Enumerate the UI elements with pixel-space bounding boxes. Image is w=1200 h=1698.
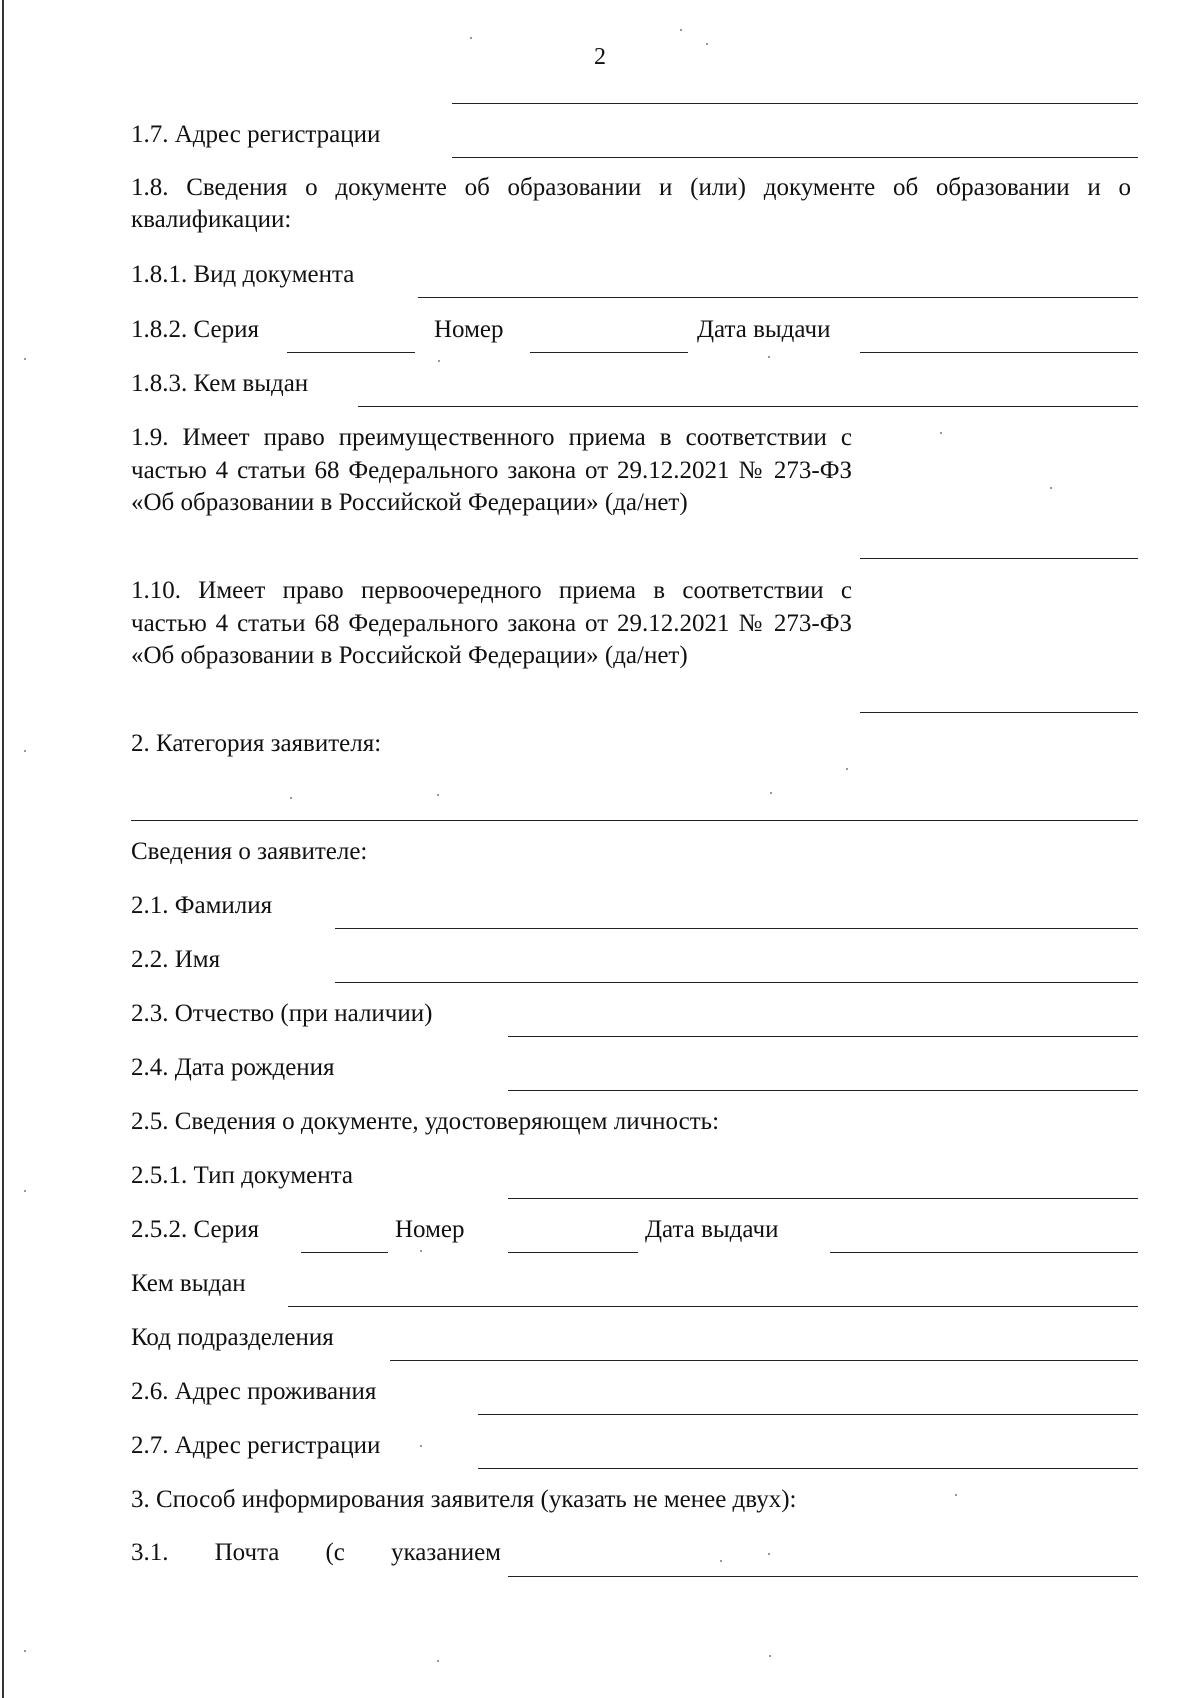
registration-address-label: 1.7. Адрес регистрации (131, 121, 381, 148)
education-doc-number-field[interactable] (530, 352, 688, 353)
applicant-info-heading: Сведения о заявителе: (131, 838, 368, 865)
preferential-admission-field[interactable] (860, 558, 1138, 559)
priority-admission-text: 1.10. Имеет право первоочередного приема в соответствии с частью 4 статьи 68 Федерального закона от 29.12.2021 № 273-ФЗ «Об образовании в Российской Федерации» (да/нет) (131, 577, 852, 669)
scan-speck (680, 29, 682, 31)
birth-date-label: 2.4. Дата рождения (131, 1054, 335, 1081)
scan-speck (768, 356, 770, 358)
applicant-registration-address-field[interactable] (478, 1468, 1138, 1469)
division-code-label: Код подразделения (131, 1324, 334, 1351)
first-name-field[interactable] (335, 982, 1138, 983)
education-doc-type-field[interactable] (418, 297, 1138, 298)
identity-document-heading: 2.5. Сведения о документе, удостоверяющем личность: (131, 1108, 720, 1135)
scan-speck (955, 1494, 957, 1496)
scan-speck (769, 1655, 771, 1657)
education-doc-issuer-field[interactable] (358, 406, 1138, 407)
identity-doc-date-label: Дата выдачи (645, 1216, 779, 1243)
registration-address-field[interactable] (452, 157, 1138, 158)
notification-method-heading: 3. Способ информирования заявителя (указать не менее двух): (131, 1486, 797, 1513)
patronymic-field[interactable] (508, 1036, 1138, 1037)
identity-doc-issuer-field[interactable] (288, 1306, 1138, 1307)
top-rule (452, 103, 1138, 104)
identity-doc-series-label: 2.5.2. Серия (131, 1216, 259, 1243)
identity-doc-series-field[interactable] (301, 1252, 388, 1253)
scan-speck (768, 1553, 770, 1555)
scan-speck (420, 1250, 422, 1252)
residence-address-label: 2.6. Адрес проживания (131, 1378, 377, 1405)
identity-doc-number-label: Номер (395, 1216, 465, 1243)
scan-speck (290, 797, 292, 799)
patronymic-label: 2.3. Отчество (при наличии) (131, 1000, 433, 1027)
applicant-registration-address-label: 2.7. Адрес регистрации (131, 1432, 381, 1459)
scan-speck (24, 1190, 26, 1192)
birth-date-field[interactable] (508, 1090, 1138, 1091)
identity-doc-number-field[interactable] (508, 1252, 638, 1253)
scan-speck (846, 768, 848, 770)
scan-speck (720, 1560, 722, 1562)
education-doc-series-field[interactable] (287, 352, 415, 353)
scan-speck (437, 794, 439, 796)
priority-admission-field[interactable] (860, 712, 1138, 713)
identity-doc-issuer-label: Кем выдан (131, 1270, 246, 1297)
scan-speck (470, 37, 472, 39)
division-code-field[interactable] (390, 1360, 1138, 1361)
mail-address-field[interactable] (508, 1576, 1138, 1577)
surname-field[interactable] (335, 928, 1138, 929)
scan-speck (437, 1660, 439, 1662)
page-number: 2 (594, 44, 606, 70)
education-doc-number-label: Номер (434, 316, 504, 343)
applicant-category-label: 2. Категория заявителя: (131, 730, 382, 757)
identity-doc-type-field[interactable] (508, 1198, 1138, 1199)
education-doc-issuer-label: 1.8.3. Кем выдан (131, 370, 309, 397)
residence-address-field[interactable] (478, 1414, 1138, 1415)
page-edge (2, 0, 4, 1698)
identity-doc-type-label: 2.5.1. Тип документа (131, 1162, 353, 1189)
scan-speck (940, 432, 942, 434)
education-doc-date-field[interactable] (860, 352, 1138, 353)
scan-speck (420, 1445, 422, 1447)
scan-speck (706, 43, 708, 45)
education-document-heading: 1.8. Сведения о документе об образовании и (или) документе об образовании и о квалификации: (131, 174, 1131, 233)
education-doc-series-label: 1.8.2. Серия (131, 316, 259, 343)
first-name-label: 2.2. Имя (131, 946, 221, 973)
mail-option-label: 3.1. Почта (с указанием (131, 1539, 501, 1566)
identity-doc-date-field[interactable] (830, 1252, 1138, 1253)
scan-speck (24, 1650, 26, 1652)
scan-speck (24, 750, 26, 752)
scan-speck (770, 792, 772, 794)
scan-speck (24, 358, 26, 360)
applicant-category-field[interactable] (131, 820, 1138, 821)
education-doc-type-label: 1.8.1. Вид документа (131, 261, 355, 288)
surname-label: 2.1. Фамилия (131, 892, 273, 919)
preferential-admission-text: 1.9. Имеет право преимущественного приема в соответствии с частью 4 статьи 68 Федерального закона от 29.12.2021 № 273-ФЗ «Об образовании в Российской Федерации» (да/нет) (131, 424, 852, 516)
education-doc-date-label: Дата выдачи (697, 316, 831, 343)
scan-speck (1050, 487, 1052, 489)
scan-speck (438, 360, 440, 362)
